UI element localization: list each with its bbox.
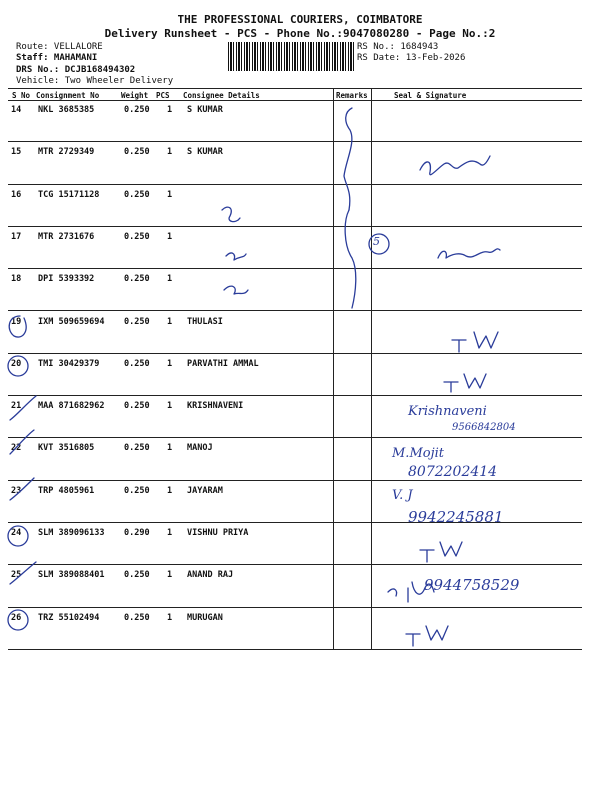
cell-sno: 21 [11, 401, 22, 412]
cell-pcs: 1 [167, 316, 173, 327]
barcode [228, 42, 354, 71]
cell-weight: 0.250 [124, 147, 150, 158]
cell-weight: 0.250 [124, 570, 150, 581]
cell-weight: 0.250 [124, 316, 150, 327]
col-header-pcs: PCS [156, 91, 170, 100]
rs-number: RS No.: 1684943 [357, 42, 439, 52]
cell-consignment: TRP 4805961 [38, 485, 95, 496]
cell-sno: 25 [11, 570, 22, 581]
cell-consignment: MTR 2729349 [38, 147, 95, 158]
handwritten-name-row-22: M.Mojit [392, 446, 444, 461]
cell-weight: 0.250 [124, 485, 150, 496]
handwritten-phone-row-22: 8072202414 [408, 464, 498, 480]
table-row [0, 608, 600, 650]
table-top-rule [8, 88, 582, 89]
col-header-remarks: Remarks [336, 91, 368, 100]
col-header-consignee: Consignee Details [183, 91, 260, 100]
cell-sno: 19 [11, 316, 22, 327]
col-header-seal: Seal & Signature [394, 91, 467, 100]
cell-consignee: S KUMAR [187, 105, 223, 115]
table-row [0, 438, 600, 480]
handwritten-phone-row-23: 9942245881 [408, 508, 504, 526]
handwritten-phone-row-25: 9944758529 [424, 576, 520, 594]
cell-consignment: SLM 389096133 [38, 528, 105, 538]
table-row [0, 269, 600, 311]
cell-sno: 16 [11, 189, 22, 200]
handwritten-phone-row-21: 9566842804 [452, 422, 516, 433]
table-row [0, 185, 600, 227]
cell-weight: 0.250 [124, 231, 150, 242]
cell-consignee: ANAND RAJ [187, 570, 234, 581]
table-row [0, 312, 600, 354]
page-title: THE PROFESSIONAL COURIERS, COIMBATORE [177, 13, 423, 26]
cell-weight: 0.250 [124, 274, 150, 285]
col-header-weight: Weight [121, 91, 149, 100]
cell-consignee: THULASI [187, 316, 223, 327]
vehicle-label: Vehicle: Two Wheeler Delivery [16, 76, 174, 86]
cell-consignee: MANOJ [187, 443, 213, 454]
cell-sno: 20 [11, 358, 22, 369]
cell-consignment: MTR 2731676 [38, 231, 95, 242]
cell-pcs: 1 [167, 443, 173, 454]
cell-sno: 14 [11, 105, 22, 115]
cell-consignment: TMI 30429379 [38, 358, 100, 369]
cell-consignment: TCG 15171128 [38, 189, 100, 200]
cell-pcs: 1 [167, 231, 173, 242]
cell-weight: 0.250 [124, 189, 150, 200]
table-row [0, 142, 600, 184]
cell-consignment: KVT 3516805 [38, 443, 95, 454]
cell-sno: 17 [11, 231, 22, 242]
cell-pcs: 1 [167, 147, 173, 158]
table-row [0, 523, 600, 565]
table-row [0, 100, 600, 142]
cell-consignment: NKL 3685385 [38, 105, 95, 115]
cell-weight: 0.250 [124, 358, 150, 369]
cell-weight: 0.250 [124, 401, 150, 412]
cell-pcs: 1 [167, 189, 173, 200]
row-separator [8, 649, 582, 650]
col-header-sno: S No [12, 91, 31, 100]
cell-consignee: PARVATHI AMMAL [187, 358, 259, 369]
rs-date: RS Date: 13-Feb-2026 [357, 53, 466, 63]
cell-consignee: VISHNU PRIYA [187, 528, 249, 538]
cell-weight: 0.250 [124, 105, 150, 115]
cell-consignee: S KUMAR [187, 147, 223, 158]
drs-label: DRS No.: DCJB168494302 [16, 65, 136, 75]
table-row [0, 227, 600, 269]
cell-consignee: KRISHNAVENI [187, 401, 244, 412]
cell-sno: 26 [11, 612, 22, 623]
cell-consignee: MURUGAN [187, 612, 223, 623]
cell-pcs: 1 [167, 401, 173, 412]
cell-consignment: MAA 871682962 [38, 401, 105, 412]
cell-sno: 23 [11, 485, 22, 496]
handwritten-name-row-21: Krishnaveni [408, 404, 487, 419]
remark-number: 5 [373, 235, 380, 248]
cell-weight: 0.250 [124, 612, 150, 623]
route-label: Route: VELLALORE [16, 42, 103, 52]
cell-consignment: TRZ 55102494 [38, 612, 100, 623]
cell-pcs: 1 [167, 528, 173, 538]
cell-weight: 0.250 [124, 443, 150, 454]
table-row [0, 481, 600, 523]
cell-pcs: 1 [167, 358, 173, 369]
cell-consignment: SLM 389088401 [38, 570, 105, 581]
handwritten-name-row-23: V. J [392, 488, 413, 503]
cell-pcs: 1 [167, 105, 173, 115]
cell-pcs: 1 [167, 274, 173, 285]
staff-label: Staff: MAHAMANI [16, 53, 98, 63]
cell-pcs: 1 [167, 612, 173, 623]
cell-sno: 24 [11, 528, 22, 538]
page-subtitle: Delivery Runsheet - PCS - Phone No.:9047080280 - Page No.:2 [104, 27, 496, 40]
cell-consignee: JAYARAM [187, 485, 223, 496]
cell-consignment: IXM 509659694 [38, 316, 105, 327]
col-header-consignment: Consignment No [36, 91, 100, 100]
cell-pcs: 1 [167, 570, 173, 581]
cell-weight: 0.290 [124, 528, 150, 538]
cell-pcs: 1 [167, 485, 173, 496]
cell-consignment: DPI 5393392 [38, 274, 95, 285]
cell-sno: 15 [11, 147, 22, 158]
table-row [0, 354, 600, 396]
cell-sno: 18 [11, 274, 22, 285]
cell-sno: 22 [11, 443, 22, 454]
